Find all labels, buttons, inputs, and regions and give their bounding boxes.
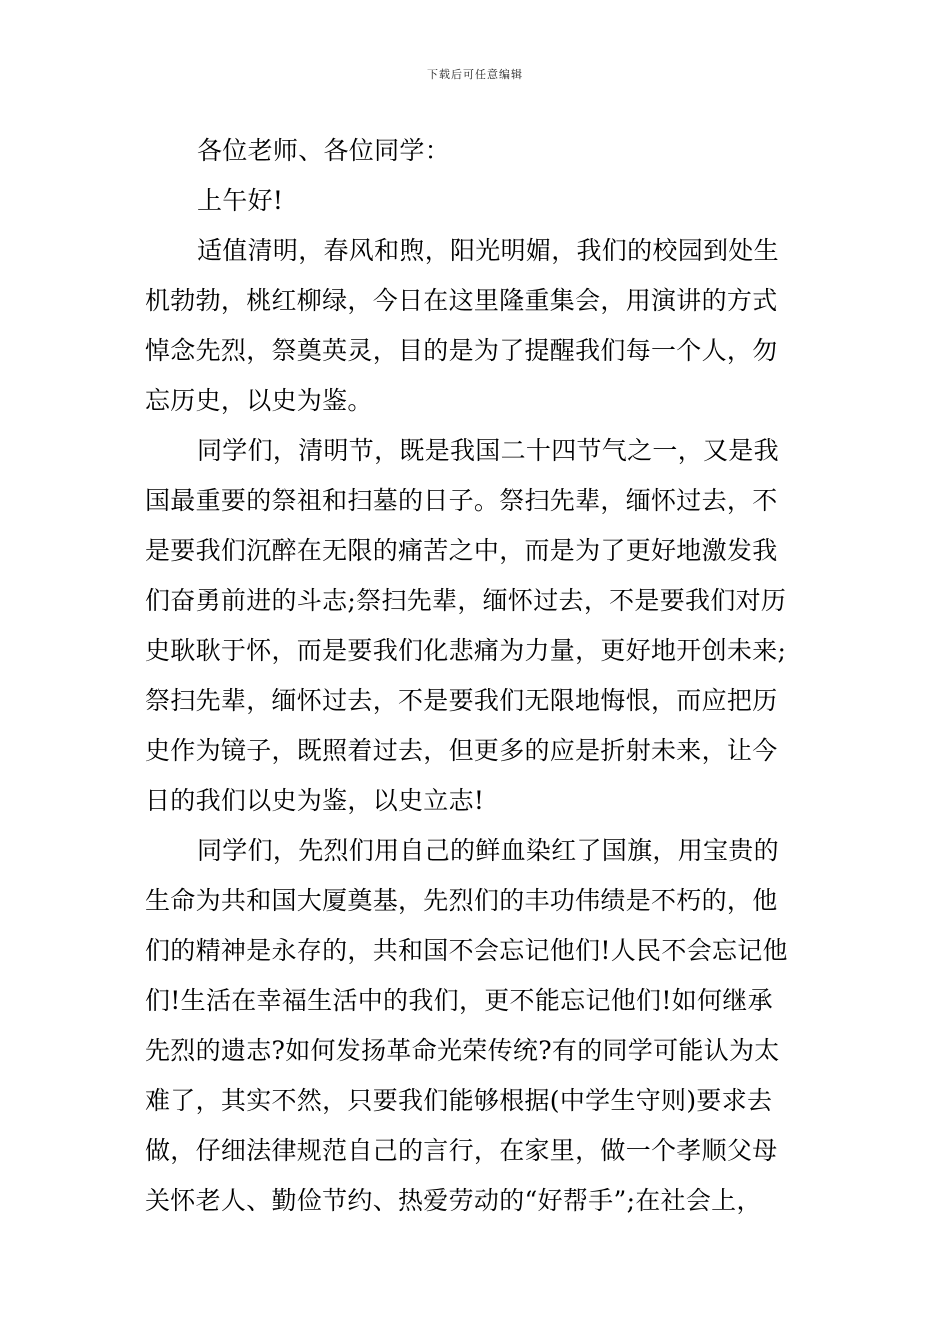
- text-line: 国最重要的祭祖和扫墓的日子。祭扫先辈，缅怀过去，不: [145, 486, 778, 515]
- text-line: 关怀老人、勤俭节约、热爱劳动的“好帮手”;在社会上，: [145, 1186, 762, 1215]
- text-line: 忘历史，以史为鉴。: [145, 386, 373, 415]
- text-line: 祭扫先辈，缅怀过去，不是要我们无限地悔恨，而应把历: [145, 686, 778, 715]
- speech-body: [145, 126, 810, 1226]
- text-line: 同学们，先烈们用自己的鲜血染红了国旗，用宝贵的: [197, 836, 779, 865]
- text-line: 日的我们以史为鉴，以史立志!: [145, 786, 485, 815]
- text-line: 先烈的遗志?如何发扬革命光荣传统?有的同学可能认为太: [145, 1036, 780, 1065]
- text-line: 生命为共和国大厦奠基，先烈们的丰功伟绩是不朽的，他: [145, 886, 778, 915]
- text-line: 们!生活在幸福生活中的我们，更不能忘记他们!如何继承: [145, 986, 773, 1015]
- text-line: 同学们，清明节，既是我国二十四节气之一，又是我: [197, 436, 779, 465]
- text-line: 们奋勇前进的斗志;祭扫先辈，缅怀过去，不是要我们对历: [145, 586, 787, 615]
- text-line: 难了，其实不然，只要我们能够根据(中学生守则)要求去: [145, 1086, 773, 1115]
- text-line: 史耿耿于怀，而是要我们化悲痛为力量，更好地开创未来;: [145, 636, 787, 665]
- text-line: 史作为镜子，既照着过去，但更多的应是折射未来，让今: [145, 736, 778, 765]
- text-line: 适值清明，春风和煦，阳光明媚，我们的校园到处生: [197, 236, 779, 265]
- text-line: 各位老师、各位同学：: [197, 136, 451, 165]
- text-line: 悼念先烈，祭奠英灵，目的是为了提醒我们每一个人，勿: [145, 336, 778, 365]
- text-line: 做，仔细法律规范自己的言行，在家里，做一个孝顺父母: [145, 1136, 778, 1165]
- text-line: 们的精神是永存的，共和国不会忘记他们!人民不会忘记他: [145, 936, 788, 965]
- text-line: 机勃勃，桃红柳绿，今日在这里隆重集会，用演讲的方式: [145, 286, 778, 315]
- text-line: 上午好!: [197, 186, 284, 215]
- header-note: 下载后可任意编辑: [427, 68, 523, 81]
- text-line: 是要我们沉醉在无限的痛苦之中，而是为了更好地激发我: [145, 536, 778, 565]
